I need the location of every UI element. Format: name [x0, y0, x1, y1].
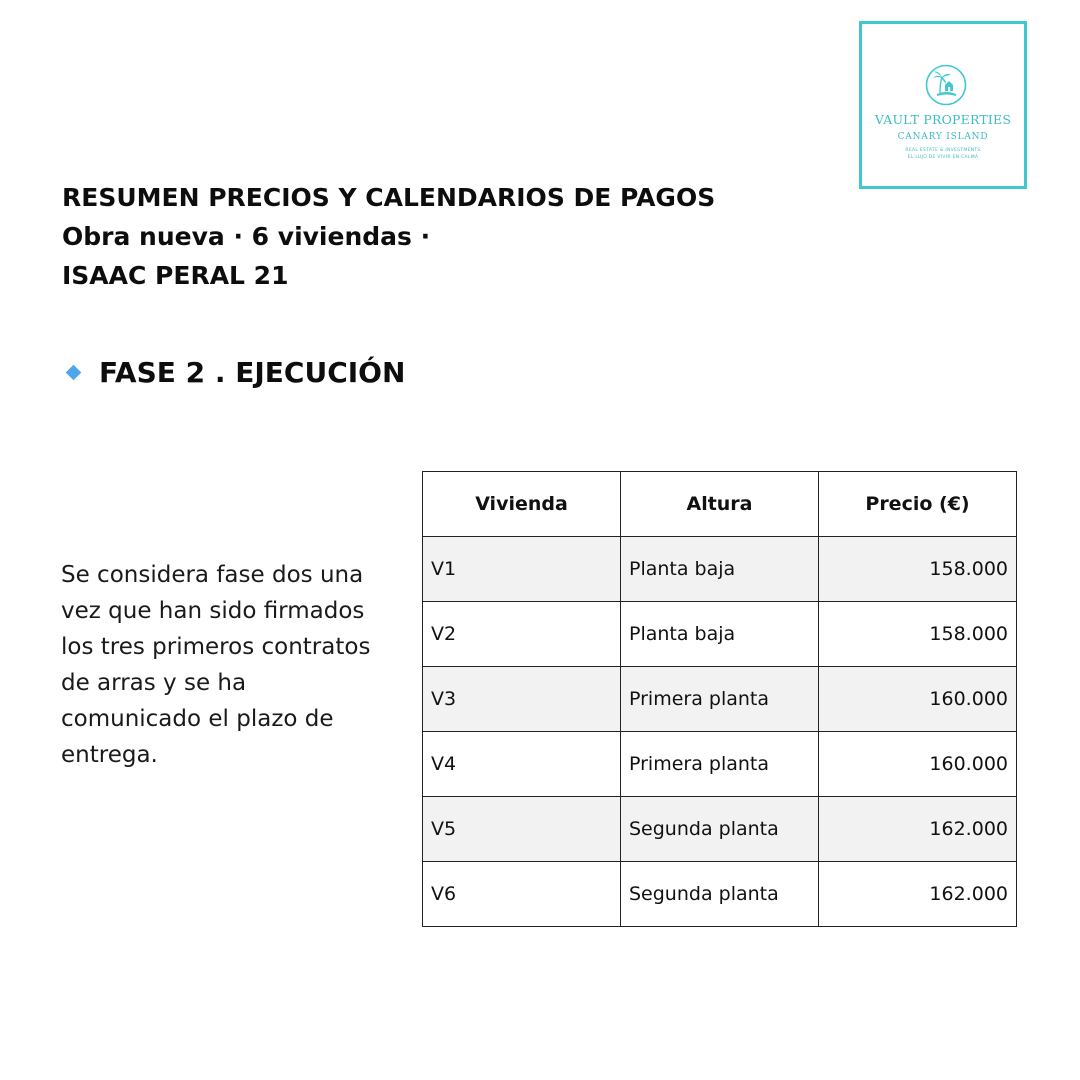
cell-precio: 158.000	[819, 602, 1017, 667]
cell-precio: 162.000	[819, 862, 1017, 927]
table-row	[423, 602, 1017, 667]
cell-altura: Segunda planta	[621, 862, 819, 927]
heading-line-3: ISAAC PERAL 21	[62, 261, 289, 290]
cell-precio: 158.000	[819, 537, 1017, 602]
cell-precio: 162.000	[819, 797, 1017, 862]
cell-altura: Planta baja	[621, 537, 819, 602]
palm-house-emblem-icon	[925, 64, 967, 106]
vault-properties-logo	[859, 21, 1027, 189]
section-header	[66, 352, 405, 392]
cell-precio: 160.000	[819, 667, 1017, 732]
cell-altura: Primera planta	[621, 667, 819, 732]
table-row	[423, 732, 1017, 797]
page-heading	[62, 178, 715, 295]
column-header-precio: Precio (€)	[819, 472, 1017, 537]
diamond-bullet-icon	[66, 364, 82, 380]
cell-altura: Segunda planta	[621, 797, 819, 862]
table-row	[423, 797, 1017, 862]
cell-vivienda: V2	[423, 602, 621, 667]
section-title: FASE 2 . EJECUCIÓN	[99, 355, 406, 389]
logo-tagline: EL LUJO DE VIVIR EN CALMA	[907, 155, 979, 160]
cell-vivienda: V6	[423, 862, 621, 927]
logo-brand-name: VAULT PROPERTIES	[874, 112, 1012, 127]
logo-subtitle: CANARY ISLAND	[897, 132, 989, 142]
cell-altura: Planta baja	[621, 602, 819, 667]
cell-vivienda: V3	[423, 667, 621, 732]
cell-precio: 160.000	[819, 732, 1017, 797]
heading-line-1: RESUMEN PRECIOS Y CALENDARIOS DE PAGOS	[62, 183, 716, 212]
table-row	[423, 667, 1017, 732]
cell-vivienda: V4	[423, 732, 621, 797]
column-header-vivienda: Vivienda	[423, 472, 621, 537]
column-header-altura: Altura	[621, 472, 819, 537]
table-row	[423, 537, 1017, 602]
heading-line-2: Obra nueva · 6 viviendas ·	[62, 222, 431, 251]
phase-description: Se considera fase dos una vez que han sido firmados los tres primeros contratos de arras y se ha comunicado el plazo de entrega.	[61, 562, 371, 768]
logo-tagline: REAL ESTATE & INVESTMENTS	[905, 148, 981, 153]
cell-vivienda: V5	[423, 797, 621, 862]
table-header-row	[423, 472, 1017, 537]
cell-altura: Primera planta	[621, 732, 819, 797]
cell-vivienda: V1	[423, 537, 621, 602]
table-row	[423, 862, 1017, 927]
price-table	[422, 471, 1017, 927]
